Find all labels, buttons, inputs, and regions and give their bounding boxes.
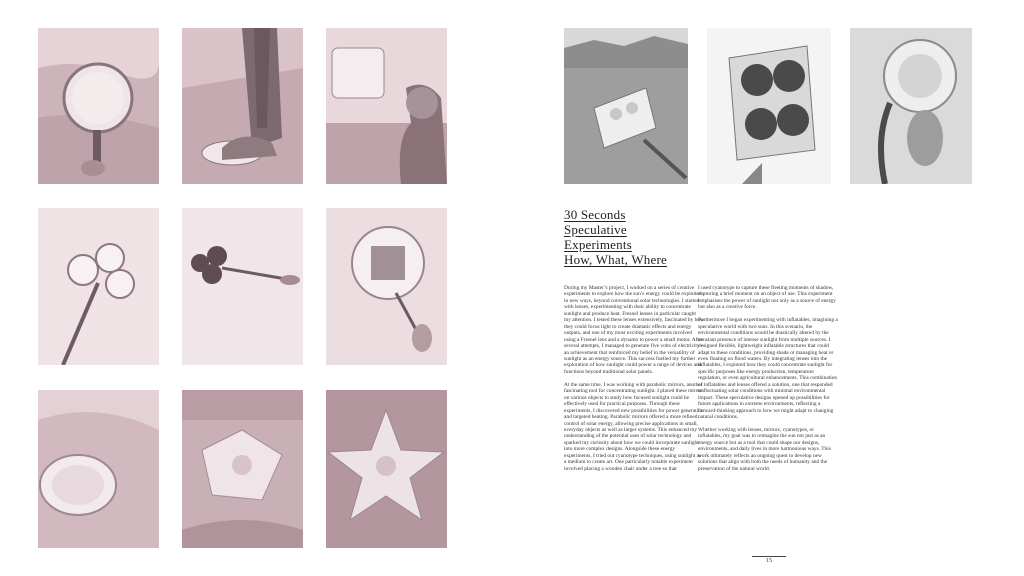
photo-inflatable-water: [182, 390, 303, 548]
photo-desert-lens-panel: [564, 28, 688, 184]
folio-rule: [752, 556, 786, 557]
photo-star-inflatable: [326, 390, 447, 548]
paragraph: I used cyanotype to capture these fleeting moments of shadow, capturing a brief moment on an object of use. This experiment emphasises the power of sunlight not only as a source of energy but also as a creative force.: [698, 285, 836, 311]
page-number: 15: [766, 558, 772, 564]
paragraph: Whether working with lenses, mirrors, cyanotypes, or inflatables, my goal was to reimagine the sun not just as an energy source but as a tool that could shape our designs, environments, and daily lives in more harmonious ways. This work ultimately reflects an ongoing quest to develop new solutions that align with both the needs of humanity and the preservation of the natural world.: [698, 426, 831, 472]
title-line-1: 30 Seconds: [564, 207, 626, 222]
photo-lens-in-sand: [38, 28, 159, 184]
photo-lens-whisk: [326, 208, 447, 365]
paragraph: At the same time, I was working with parabolic mirrors, another fascinating tool for concentrating sunlight. I placed these mirrors on various objects to study how focused sunlight could be effectively used for practical purposes. Through these experiments, I discovered new possibilities for power generation and targeted heating. Parabolic mirrors offered a more refined control of solar energy, allowing precise applications in small, everyday objects as well as larger systems. This enhanced my understanding of the potential uses of solar technology and sparked my curiosity about how we could incorporate sunlight into more complex designs. Alongside these energy experiments, I tried out cyanotype techniques, using sunlight as a medium to create art. One particularly notable experiment involved placing a wooden chair under a tree so that: [564, 381, 704, 472]
title-line-4: How, What, Where: [564, 252, 667, 267]
photo-mirror-spoon: [182, 208, 303, 365]
paragraph: During my Master’s project, I worked on a series of creative experiments to explore how the sun’s energy could be exploited in new ways, beyond conventional solar technologies. I started with lenses, experimenting with their ability to concentrate sunlight and produce heat. Fresnel lenses in particular caught my attention. I tested these lenses extensively, fascinated by how they could focus light to create dramatic effects and energy outputs, and one of my most exciting experiments involved using a Fresnel lens and a dynamo to power a small motor. After several attempts, I managed to generate five volts of electricity - an achievement that reinforced my belief in the versatility of sunlight as an energy source. This success fuelled my further exploration of how sunlight could power a range of devices and functions beyond traditional solar panels.: [564, 285, 704, 375]
title-line-3: Experiments: [564, 237, 632, 252]
photo-man-drinking: [326, 28, 447, 184]
photo-hand-lens: [850, 28, 972, 184]
photo-inflatable-lens: [38, 390, 159, 548]
photo-foot-on-ice: [182, 28, 303, 184]
photo-three-lens-pole: [38, 208, 159, 365]
paragraph: Furthermore I began experimenting with inflatables, imagining a speculative world with two suns. In this scenario, the environmental conditions would be drastically altered by the constant presence of intense sunlight from multiple sources. I designed flexible, lightweight inflatable structures that could adapt to these conditions, providing shade or managing heat or even floating on flood waters. By integrating lenses into the inflatables, I explored how they could concentrate sunlight for specific purposes like energy production, temperature regulation, or even agricultural enhancements. This combination of inflatables and lenses offered a solution, one that responded to fluctuating solar conditions with minimal environmental impact. These speculative designs opened up possibilities for future applications in extreme environments, reflecting a forward-thinking approach to how we might adapt to changing natural conditions.: [698, 317, 838, 421]
photo-lens-in-sand-image: [38, 28, 159, 184]
body-column-right: [698, 285, 838, 479]
body-column-left: [564, 285, 704, 479]
title-line-2: Speculative: [564, 222, 627, 237]
photo-four-mirror-panel: [707, 28, 831, 184]
article-title: [564, 207, 784, 267]
